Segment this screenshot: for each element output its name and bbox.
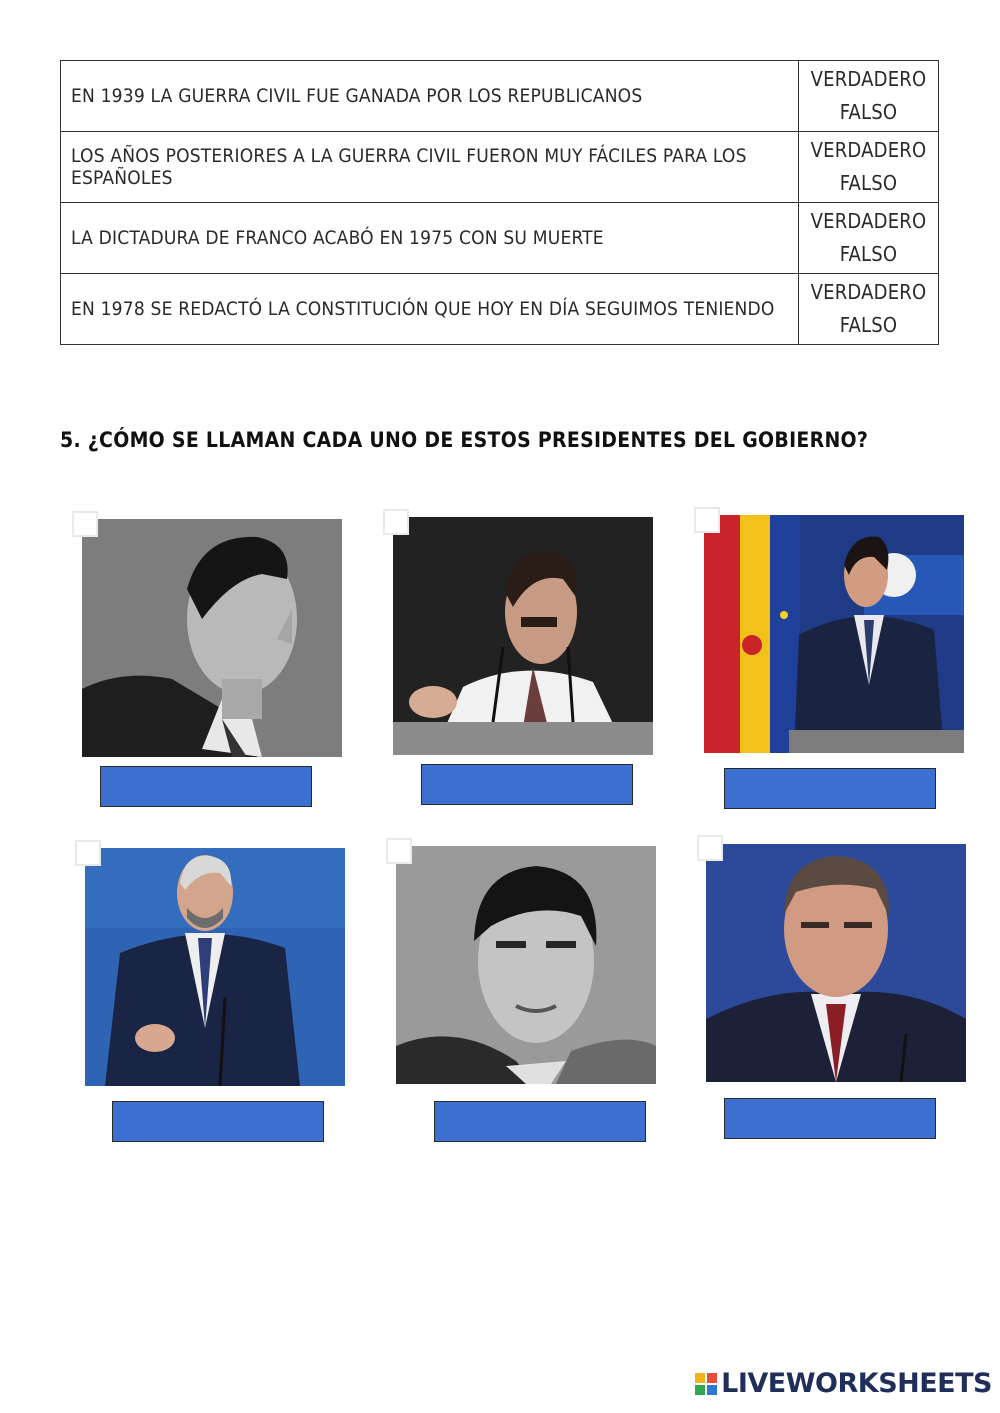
- president-photo-2: [393, 517, 653, 755]
- statement-1: EN 1939 LA GUERRA CIVIL FUE GANADA POR LOS REPUBLICANOS: [61, 61, 799, 132]
- option-verdadero-1[interactable]: VERDADERO: [810, 67, 927, 91]
- logo-text: LIVEWORKSHEETS: [721, 1368, 992, 1399]
- answer-box-5[interactable]: [434, 1101, 646, 1142]
- options-cell-3: [799, 203, 939, 274]
- president-photo-3: [704, 515, 964, 753]
- options-cell-4: [799, 274, 939, 345]
- liveworksheets-logo: [695, 1368, 992, 1399]
- option-verdadero-3[interactable]: VERDADERO: [810, 209, 927, 233]
- checkbox-3[interactable]: [694, 507, 720, 533]
- president-photo-4: [85, 848, 345, 1086]
- answer-box-4[interactable]: [112, 1101, 324, 1142]
- option-verdadero-2[interactable]: VERDADERO: [810, 138, 927, 162]
- option-falso-4[interactable]: FALSO: [839, 313, 898, 337]
- options-cell-1: [799, 61, 939, 132]
- statement-2: LOS AÑOS POSTERIORES A LA GUERRA CIVIL FUERON MUY FÁCILES PARA LOS ESPAÑOLES: [61, 132, 799, 203]
- checkbox-1[interactable]: [72, 511, 98, 537]
- answer-box-3[interactable]: [724, 768, 936, 809]
- checkbox-5[interactable]: [386, 838, 412, 864]
- option-verdadero-4[interactable]: VERDADERO: [810, 280, 927, 304]
- logo-blocks-icon: [695, 1373, 717, 1395]
- table-row: [61, 132, 939, 203]
- table-row: [61, 203, 939, 274]
- statement-4: EN 1978 SE REDACTÓ LA CONSTITUCIÓN QUE HOY EN DÍA SEGUIMOS TENIENDO: [61, 274, 799, 345]
- answer-box-1[interactable]: [100, 766, 312, 807]
- checkbox-2[interactable]: [383, 509, 409, 535]
- table-row: [61, 274, 939, 345]
- option-falso-2[interactable]: FALSO: [839, 171, 898, 195]
- question-title: 5. ¿CÓMO SE LLAMAN CADA UNO DE ESTOS PRESIDENTES DEL GOBIERNO?: [60, 428, 869, 452]
- option-falso-3[interactable]: FALSO: [839, 242, 898, 266]
- checkbox-4[interactable]: [75, 840, 101, 866]
- true-false-table: [60, 60, 939, 345]
- statement-3: LA DICTADURA DE FRANCO ACABÓ EN 1975 CON SU MUERTE: [61, 203, 799, 274]
- table-row: [61, 61, 939, 132]
- answer-box-2[interactable]: [421, 764, 633, 805]
- president-photo-1: [82, 519, 342, 757]
- options-cell-2: [799, 132, 939, 203]
- president-photo-6: [706, 844, 966, 1082]
- option-falso-1[interactable]: FALSO: [839, 100, 898, 124]
- checkbox-6[interactable]: [697, 835, 723, 861]
- president-photo-5: [396, 846, 656, 1084]
- answer-box-6[interactable]: [724, 1098, 936, 1139]
